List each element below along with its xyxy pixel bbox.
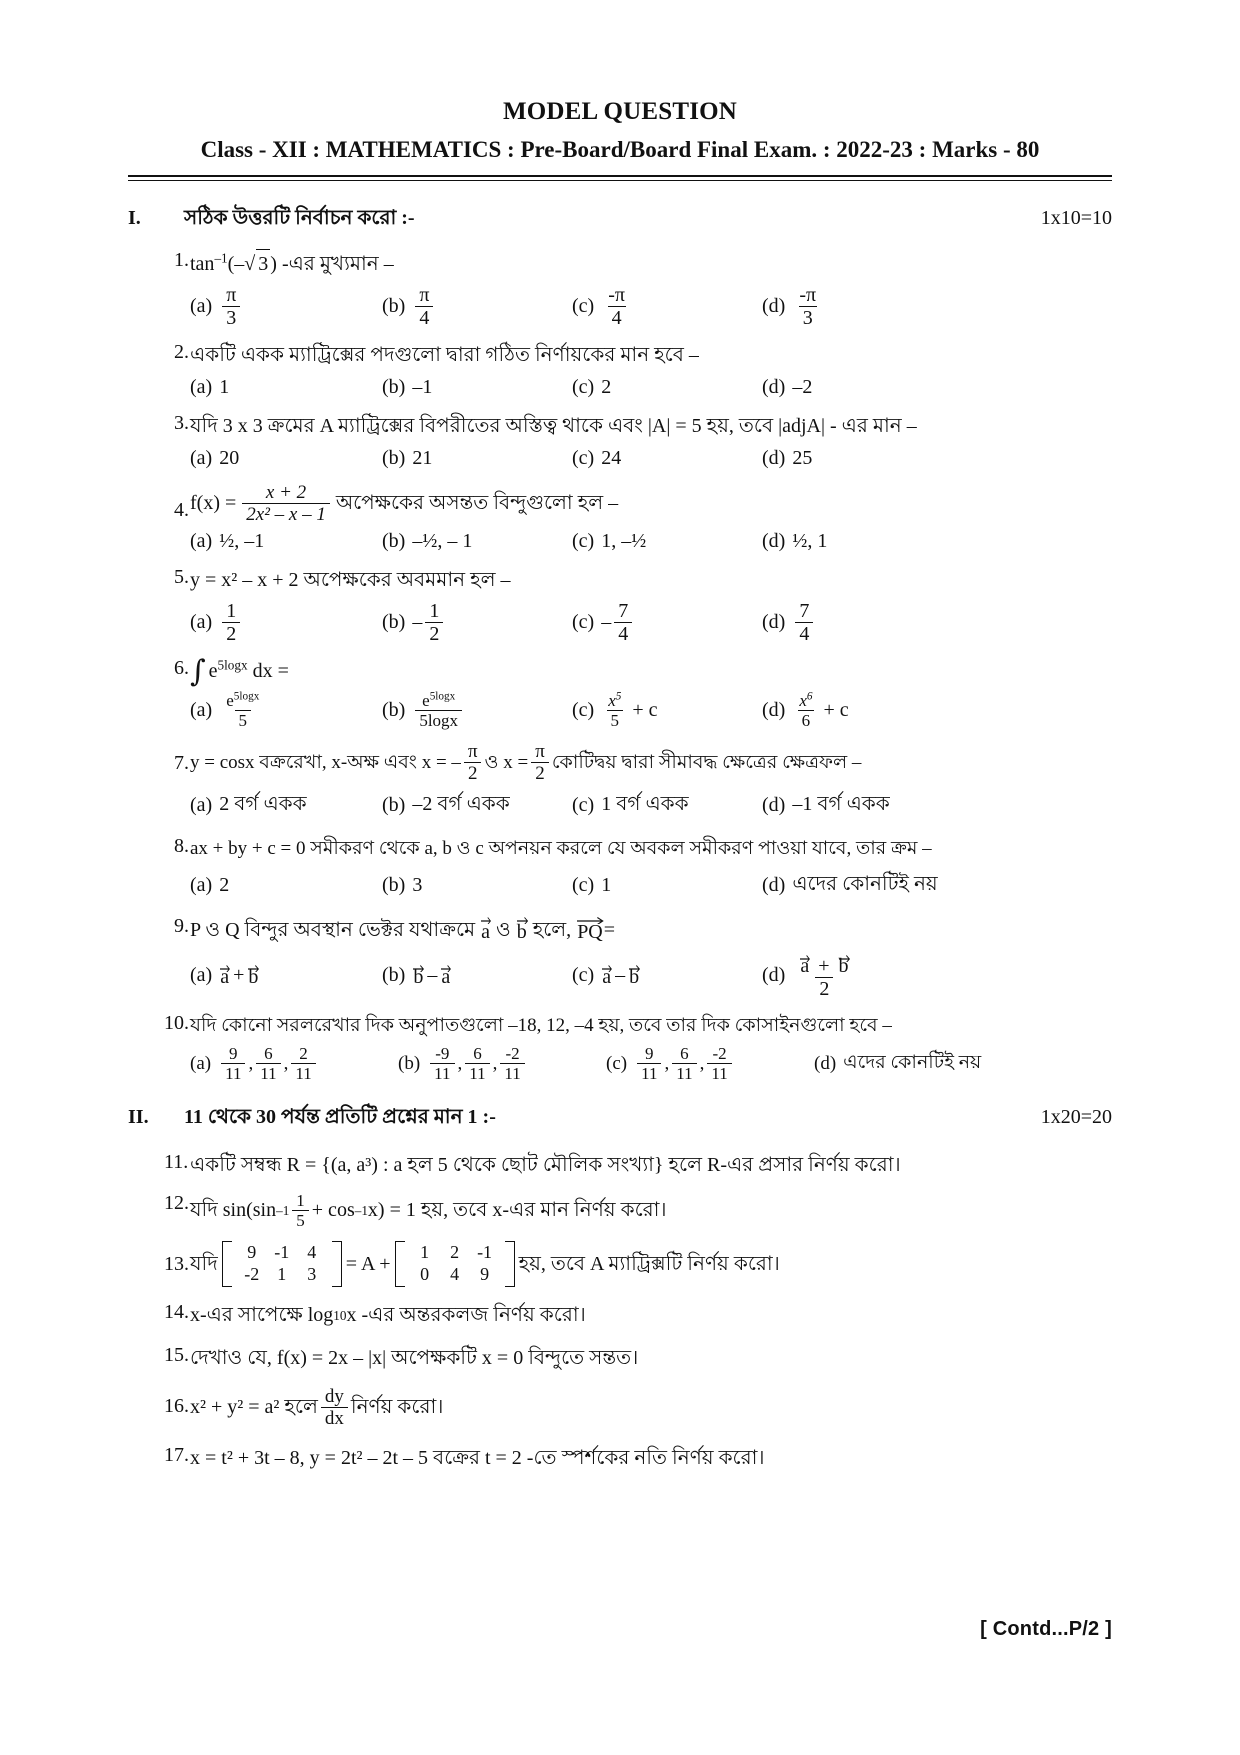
- question-5-options: [190, 601, 1112, 644]
- option-a[interactable]: (a) 1: [190, 376, 230, 398]
- question-15: [128, 1344, 1112, 1373]
- option-a[interactable]: (a) 20: [190, 447, 240, 469]
- page-subtitle: Class - XII : MATHEMATICS : Pre-Board/Board Final Exam. : 2022-23 : Marks - 80: [200, 137, 1040, 163]
- option-c[interactable]: (c) 24: [572, 447, 622, 469]
- matrix-right: 1 2 -1 0 4 9: [395, 1241, 515, 1287]
- question-number: 11.: [164, 1151, 189, 1174]
- option-a[interactable]: (a) a + b: [190, 964, 259, 988]
- question-9: [128, 915, 1112, 999]
- question-6: [128, 654, 1112, 730]
- question-stem: y = cosx বক্ররেখা, x-অক্ষ এবং x = – $\frac{\pi}{2}$ ও x = $\frac{\pi}{2}$ কোটিদ্বয় দ্বারা সীমাবদ্ধ ক্ষেত্রের ক্ষেত্রফল –: [190, 741, 862, 784]
- question-stem: যদি কোনো সরলরেখার দিক অনুপাতগুলো –18, 12, –4 হয়, তবে তার দিক কোসাইনগুলো হবে –: [190, 1014, 892, 1036]
- question-number: 17.: [164, 1444, 189, 1466]
- integral-icon: ∫: [190, 654, 206, 689]
- question-1: [128, 249, 1112, 328]
- question-number: 1.: [174, 249, 189, 271]
- option-a[interactable]: (a) $\frac{1}{2}$: [190, 601, 382, 644]
- option-d[interactable]: (d) –2: [762, 376, 813, 398]
- question-number: 14.: [164, 1301, 189, 1323]
- question-stem: x = t² + 3t – 8, y = 2t² – 2t – 5 বক্রের t = 2 -তে স্পর্শকের নতি নির্ণয় করো।: [190, 1447, 765, 1469]
- option-a[interactable]: (a) 2 বর্গ একক: [190, 793, 307, 816]
- question-4-tail: অপেক্ষকের অসন্তত বিন্দুগুলো হল –: [335, 492, 619, 514]
- vector-pq-icon: PQ: [577, 915, 603, 947]
- option-d[interactable]: (d) এদের কোনটিই নয়: [814, 1051, 982, 1074]
- question-stem: দেখাও যে, f(x) = 2x – |x| অপেক্ষকটি x = 0 বিন্দুতে সন্তত।: [190, 1347, 639, 1369]
- option-d[interactable]: (d) a + b 2: [762, 954, 849, 1000]
- option-d[interactable]: (d) $\frac{7}{4}$: [762, 601, 816, 644]
- question-8: [128, 835, 1112, 902]
- option-c[interactable]: (c) $\frac{-\pi}{4}$: [572, 284, 625, 329]
- option-c[interactable]: (c) – $\frac{7}{4}$: [572, 601, 762, 644]
- question-3: [128, 412, 1112, 470]
- question-number: 2.: [174, 341, 189, 363]
- option-d[interactable]: (d) এদের কোনটিই নয়: [762, 872, 938, 896]
- vector-b-icon: b: [517, 915, 527, 947]
- question-4-options: [190, 530, 1112, 553]
- option-b[interactable]: (b) $\frac{-9}{11}$ , $\frac{6}{11}$ , $\frac{-2}{11}$: [398, 1045, 606, 1082]
- question-7-options: [190, 789, 1112, 822]
- question-number: 8.: [174, 835, 189, 857]
- option-b[interactable]: (b) –1: [382, 376, 433, 398]
- question-stem: P ও Q বিন্দুর অবস্থান ভেক্টর যথাক্রমে a ও b হলে, PQ =: [190, 915, 1112, 947]
- question-number: 13.: [164, 1253, 189, 1276]
- question-number: 15.: [164, 1344, 189, 1366]
- section-one: [128, 203, 1112, 1082]
- option-b[interactable]: (b) 21: [382, 447, 433, 469]
- option-a[interactable]: (a) 2: [190, 873, 230, 896]
- question-9-options: [190, 953, 1112, 999]
- option-d[interactable]: (d) ½, 1: [762, 530, 828, 552]
- page-title: MODEL QUESTION: [502, 98, 738, 125]
- question-16: [128, 1387, 1112, 1428]
- vector-a-icon: a: [481, 915, 490, 947]
- section-two: [128, 1102, 1112, 1473]
- option-a[interactable]: (a) $\frac{e^{5logx}}{5}$: [190, 690, 260, 730]
- option-b[interactable]: (b) $\frac{\pi}{4}$: [382, 285, 572, 328]
- question-6-stem-tail: dx =: [252, 660, 289, 682]
- question-6-options: [190, 692, 1112, 729]
- question-number: 16.: [164, 1395, 189, 1417]
- section-two-title: 11 থেকে 30 পর্যন্ত প্রতিটি প্রশ্নের মান 1 :-: [184, 1106, 496, 1129]
- option-b[interactable]: (b) –2 বর্গ একক: [382, 793, 510, 816]
- question-stem: f(x) = $\frac{x + 2}{\text{2x² – x – 1}}$ অপেক্ষকের অসন্তত বিন্দুগুলো হল –: [190, 482, 619, 525]
- question-stem-tail: -এর মুখ্যমান –: [281, 252, 394, 275]
- question-stem: x-এর সাপেক্ষে log 10 x -এর অন্তরকলজ নির্ণয় করো।: [190, 1304, 586, 1326]
- question-number: 4.: [174, 499, 189, 521]
- option-a[interactable]: (a) ½, –1: [190, 530, 265, 552]
- option-c[interactable]: (c) 1: [572, 873, 612, 896]
- option-c[interactable]: (c) 2: [572, 376, 612, 398]
- section-two-header: [128, 1102, 1112, 1135]
- section-one-number: I.: [128, 207, 141, 229]
- question-number: 12.: [164, 1192, 189, 1215]
- question-1-options: [190, 285, 1112, 328]
- option-d[interactable]: (d) 25: [762, 447, 813, 469]
- question-stem: y = x² – x + 2 অপেক্ষকের অবমমান হল –: [190, 569, 511, 591]
- question-12: [128, 1192, 1112, 1229]
- option-c[interactable]: (c) a – b: [572, 964, 640, 988]
- question-10: [128, 1012, 1112, 1083]
- header-divider: [128, 175, 1112, 181]
- question-10-options: [190, 1045, 1112, 1082]
- question-stem: একটি একক ম্যাট্রিক্সের পদগুলো দ্বারা গঠিত নির্ণায়কের মান হবে –: [190, 344, 699, 366]
- question-stem: $\tan^{-1}(-$ √ 3 ) -এর মুখ্যমান –: [190, 249, 1112, 279]
- question-number: 3.: [174, 412, 189, 434]
- option-b[interactable]: (b) –½, – 1: [382, 530, 473, 552]
- question-number: 5.: [174, 566, 189, 588]
- option-a[interactable]: (a) $\frac{9}{11}$ , $\frac{6}{11}$ , $\frac{2}{11}$: [190, 1045, 398, 1082]
- question-stem: একটি সম্বন্ধ R = {(a, a³) : a হল 5 থেকে ছোট মৌলিক সংখ্যা} হলে R-এর প্রসার নির্ণয় করো।: [190, 1154, 901, 1177]
- section-one-header: [128, 203, 1112, 236]
- question-3-options: [190, 447, 1112, 470]
- question-number: 6.: [174, 657, 189, 679]
- question-8-options: [190, 869, 1112, 902]
- option-d[interactable]: (d) $\frac{x^6}{6}$ + c: [762, 690, 849, 730]
- question-17: [128, 1444, 1112, 1473]
- option-c[interactable]: (c) $\frac{9}{11}$ , $\frac{6}{11}$ , $\frac{-2}{11}$: [606, 1045, 814, 1082]
- question-stem: যদি 3 x 3 ক্রমের A ম্যাট্রিক্সের বিপরীতের অস্তিত্ব থাকে এবং |A| = 5 হয়, তবে |adjA| - এর মান –: [190, 415, 917, 437]
- question-stem: যদি sin(sin –1 $\frac{1}{5}$ + cos –1 x) = 1 হয়, তবে x-এর মান নির্ণয় করো।: [190, 1191, 667, 1231]
- question-stem: যদি 9 -1 4 -2 1 3 = A + 1 2 -1 0 4 9 হয়, তবে A ম্যাট্রিক্সটি নির্ণয় করো।: [190, 1241, 1112, 1287]
- option-b[interactable]: (b) – $\frac{1}{2}$: [382, 601, 572, 644]
- option-a[interactable]: (a) $\frac{\pi}{3}$: [190, 285, 382, 328]
- option-d[interactable]: (d) $\frac{-\pi}{3}$: [762, 284, 817, 329]
- question-number: 10.: [164, 1011, 189, 1034]
- question-14: [128, 1301, 1112, 1330]
- option-c[interactable]: (c) 1, –½: [572, 530, 647, 552]
- question-4-lead: f(x) =: [190, 492, 237, 514]
- paper-content: [128, 96, 1112, 1640]
- question-13: [128, 1241, 1112, 1287]
- question-2-options: [190, 376, 1112, 399]
- question-stem: x² + y² = a² হলে $\frac{dy}{dx}$ নির্ণয় করো।: [190, 1386, 444, 1429]
- question-number: 7.: [174, 752, 189, 774]
- question-stem: ax + by + c = 0 সমীকরণ থেকে a, b ও c অপনয়ন করলে যে অবকল সমীকরণ পাওয়া যাবে, তার ক্রম –: [190, 838, 932, 859]
- section-one-marks: 1x10=10: [1040, 207, 1112, 229]
- question-4: [128, 483, 1112, 553]
- question-2: [128, 341, 1112, 399]
- question-7: [128, 742, 1112, 822]
- question-11: [128, 1151, 1112, 1180]
- option-b[interactable]: (b) 3: [382, 873, 423, 896]
- option-b[interactable]: (b) $\frac{e^{5logx}}{5\log x}$: [382, 692, 572, 729]
- option-b[interactable]: (b) b – a: [382, 964, 451, 988]
- page-footer: [ Contd...P/2 ]: [980, 1618, 1112, 1640]
- option-c[interactable]: (c) 1 বর্গ একক: [572, 793, 689, 816]
- matrix-left: 9 -1 4 -2 1 3: [222, 1241, 342, 1287]
- section-two-number: II.: [128, 1106, 149, 1129]
- question-stem: ∫ $e^{5logx}$ dx =: [190, 654, 289, 689]
- section-two-marks: 1x20=20: [1040, 1106, 1112, 1129]
- section-one-title: সঠিক উত্তরটি নির্বাচন করো :-: [184, 207, 415, 229]
- question-number: 9.: [174, 914, 189, 937]
- option-d[interactable]: (d) –1 বর্গ একক: [762, 793, 890, 816]
- option-c[interactable]: (c) $\frac{x^5}{5}$ + c: [572, 690, 658, 730]
- question-5: [128, 566, 1112, 644]
